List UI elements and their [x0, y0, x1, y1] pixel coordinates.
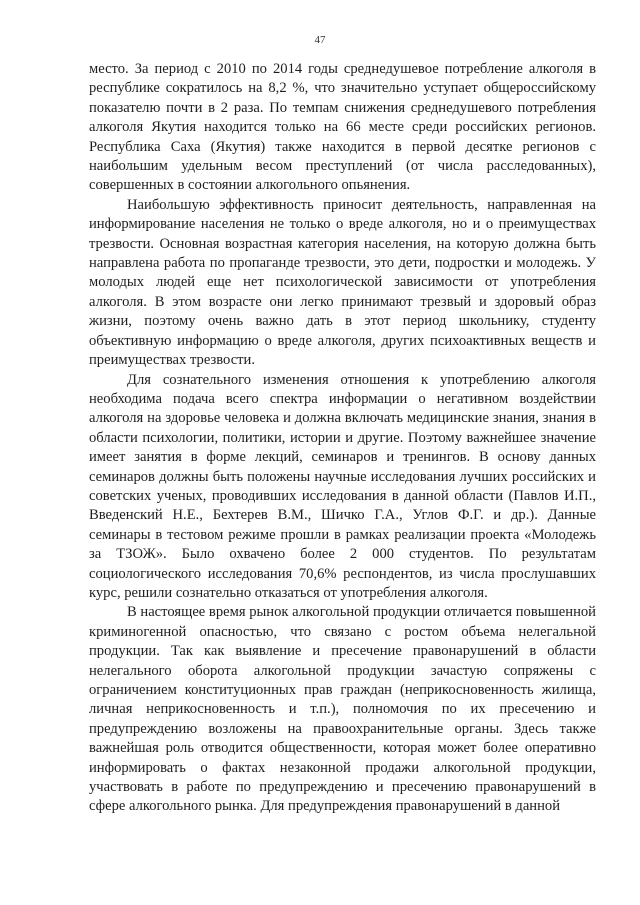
- paragraph-seminars: Для сознательного изменения отношения к употреблению алкоголя необходима подача всего спектра информации о негативном воздействии алкоголя на здоровье человека и должна включать медицинские знания, знания в области психологии, политики, истории и другие. Поэтому важнейшее значение имеет занятия в форме лекций, семинаров и тренингов. В основу данных семинаров должны быть положены научные исследования лучших российских и советских ученых, проводивших исследования в данной области (Павлов И.П., Введенский Н.Е., Бехтерев В.М., Шичко Г.А., Углов Ф.Г. и др.). Данные семинары в тестовом режиме прошли в рамках реализации проекта «Молодежь за ТЗОЖ». Было охвачено более 2 000 студентов. По результатам социологического исследования 70,6% респондентов, из числа прослушавших курс, решили сознательно отказаться от употребления алкоголя.: [89, 371, 596, 601]
- paragraph-alcohol-market: В настоящее время рынок алкогольной продукции отличается повышенной криминогенной опасностью, что связано с ростом объема нелегальной продукции. Так как выявление и пресечение правонарушений в области нелегального оборота алкогольной продукции зачастую сопряжены с ограничением конституционных прав граждан (неприкосновенность жилища, личная неприкосновенность и т.п.), полномочия по их пресечению и предупреждению возложены на правоохранительные органы. Здесь также важнейшая роль отводится общественности, которая может более оперативно информировать о фактах незаконной продажи алкогольной продукции, участвовать в работе по предупреждению и пресечению правонарушений в сфере алкогольного рынка. Для предупреждения правонарушений в данной: [89, 604, 596, 815]
- body-text: [89, 60, 596, 817]
- paragraph-continuation: место. За период с 2010 по 2014 годы среднедушевое потребление алкоголя в республике сократилось на 8,2 %, что значительно уступает общероссийскому показателю почти в 2 раза. По темпам снижения среднедушевого потребления алкоголя Якутия находится только на 66 месте среди российских регионов. Республика Саха (Якутия) также находится в первой десятке регионов с наибольшим удельным весом преступлений (от числа расследованных), совершенных в состоянии алкогольного опьянения.: [89, 61, 596, 194]
- page-number: 47: [314, 34, 326, 46]
- paragraph-informing: Наибольшую эффективность приносит деятельность, направленная на информирование населения не только о вреде алкоголя, но и о преимуществах трезвости. Основная возрастная категория населения, на которую должна быть направлена работа по пропаганде трезвости, это дети, подростки и молодежь. У молодых людей еще нет психологической зависимости от употребления алкоголя. В этом возрасте они легко принимают трезвый и здоровый образ жизни, поэтому очень важно дать в этот период школьнику, студенту объективную информацию о вреде алкоголя, других психоактивных веществ и преимуществах трезвости.: [89, 196, 596, 369]
